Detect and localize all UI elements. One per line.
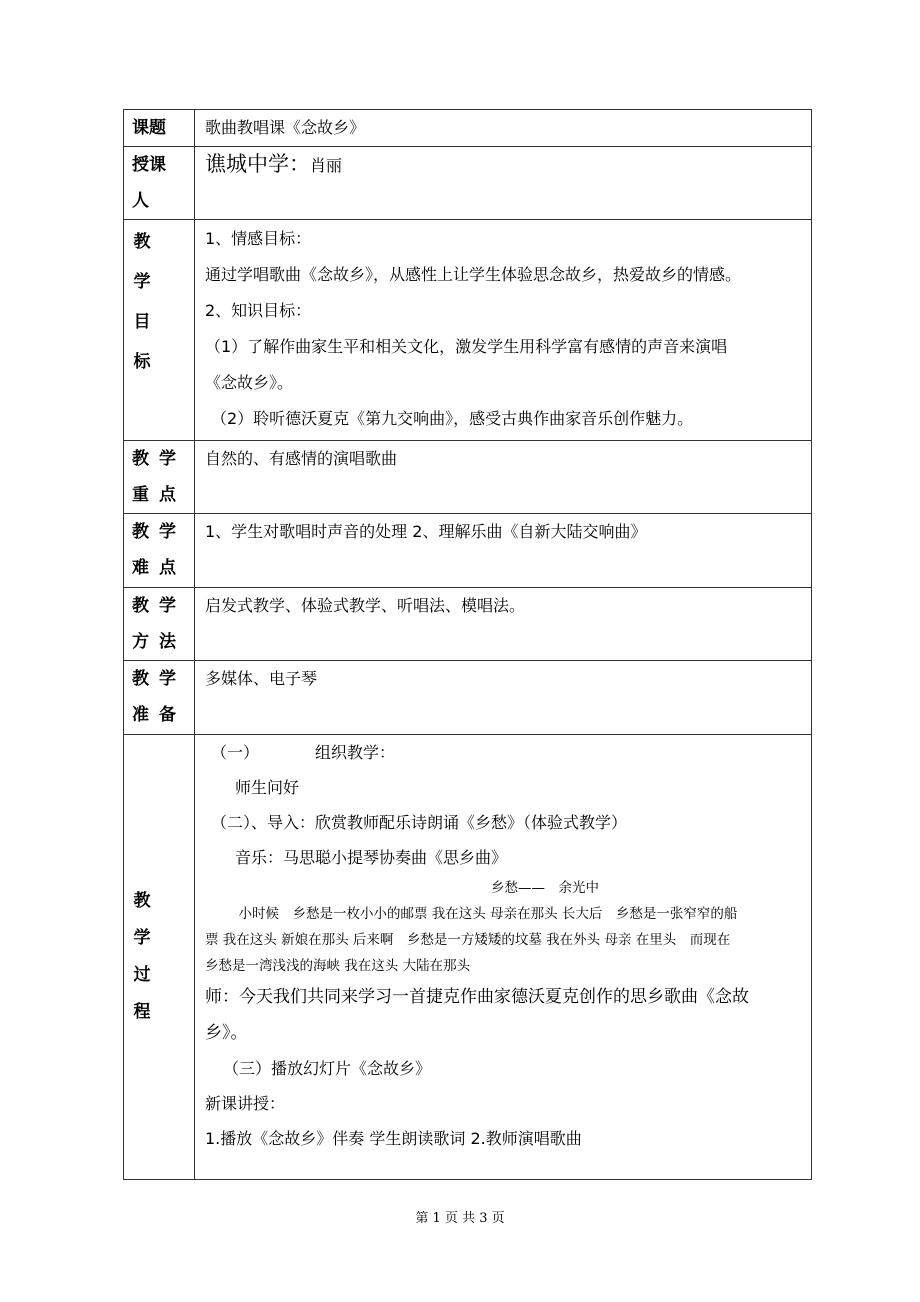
row-process	[124, 735, 812, 1180]
label-char: 教	[132, 449, 149, 469]
poem-line: 票 我在这头 新娘在那头 后来啊 乡愁是一方矮矮的坟墓 我在外头 母亲 在里头 而现在	[205, 932, 731, 948]
label-char: 法	[159, 632, 176, 652]
label-teacher-1: 授课	[132, 155, 166, 175]
section-title: 组织教学：	[315, 743, 396, 762]
label-char: 教	[132, 522, 149, 542]
row-goals	[124, 220, 812, 441]
label-char: 学	[159, 669, 176, 689]
goal-line: 通过学唱歌曲《念故乡》，从感性上让学生体验思念故乡，热爱故乡的情感。	[205, 265, 742, 284]
label-char: 学	[159, 522, 176, 542]
goal-line: （2）聆听德沃夏克《第九交响曲》，感受古典作曲家音乐创作魅力。	[211, 409, 694, 428]
label-char: 准	[132, 705, 149, 725]
teacher-name: 肖丽	[310, 156, 343, 175]
label-char: 学	[133, 928, 151, 948]
key-content: 自然的、有感情的演唱歌曲	[195, 441, 812, 514]
process-line: 乡》。	[205, 1023, 248, 1043]
poem-line: 乡愁是一湾浅浅的海峡 我在这头 大陆在那头	[205, 958, 471, 974]
poem-line: 小时候 乡愁是一枚小小的邮票 我在这头 母亲在那头 长大后 乡愁是一张窄窄的船	[225, 906, 738, 922]
label-char: 方	[132, 632, 149, 652]
row-teacher	[124, 147, 812, 220]
process-line: 1.播放《念故乡》伴奏 学生朗读歌词 2.教师演唱歌曲	[205, 1129, 582, 1148]
row-difficulty	[124, 514, 812, 588]
topic-content: 歌曲教唱课《念故乡》	[195, 110, 812, 147]
label-char: 重	[132, 485, 149, 505]
goal-line: （1）了解作曲家生平和相关文化，激发学生用科学富有感情的声音来演唱	[205, 337, 728, 356]
row-method	[124, 588, 812, 661]
row-prep	[124, 661, 812, 735]
lesson-plan-table	[123, 109, 812, 1180]
row-key	[124, 441, 812, 514]
row-topic	[124, 110, 812, 147]
label-char: 过	[133, 965, 151, 985]
label-char: 学	[159, 596, 176, 616]
difficulty-content: 1、学生对歌唱时声音的处理 2、理解乐曲《自新大陆交响曲》	[195, 514, 812, 588]
goal-line: 1、情感目标：	[205, 229, 312, 248]
page-footer: 第 1 页 共 3 页	[415, 1211, 505, 1226]
method-content: 启发式教学、体验式教学、听唱法、模唱法。	[195, 588, 812, 661]
section-number: （一）	[211, 743, 260, 762]
label-char: 备	[159, 705, 176, 725]
school: 谯城中学：	[205, 152, 310, 176]
label-char: 学	[133, 272, 151, 292]
process-line: 新课讲授：	[205, 1094, 286, 1113]
goal-line: 《念故乡》。	[205, 373, 294, 392]
label-char: 标	[133, 352, 151, 372]
label-char: 教	[132, 669, 149, 689]
process-line: 音乐：马思聪小提琴协奏曲《思乡曲》	[235, 848, 508, 867]
label-char: 点	[159, 558, 176, 578]
process-line: 师：今天我们共同来学习一首捷克作曲家德沃夏克创作的思乡歌曲《念故	[205, 987, 749, 1007]
label-char: 学	[159, 449, 176, 469]
label-char: 教	[132, 596, 149, 616]
process-line: （三）播放幻灯片《念故乡》	[223, 1059, 432, 1078]
label-topic: 课题	[124, 110, 195, 147]
label-char: 教	[133, 891, 151, 911]
label-char: 点	[159, 485, 176, 505]
goal-line: 2、知识目标：	[205, 301, 312, 320]
label-teacher-2: 人	[132, 191, 149, 211]
process-line: 师生问好	[235, 778, 300, 797]
poem-title: 乡愁—— 余光中	[491, 880, 599, 896]
process-line: （二）、导入：欣赏教师配乐诗朗诵《乡愁》（体验式教学）	[211, 813, 628, 832]
label-char: 目	[133, 312, 151, 332]
label-char: 教	[133, 232, 151, 252]
prep-content: 多媒体、电子琴	[195, 661, 812, 735]
label-char: 难	[132, 558, 149, 578]
label-char: 程	[133, 1002, 151, 1022]
